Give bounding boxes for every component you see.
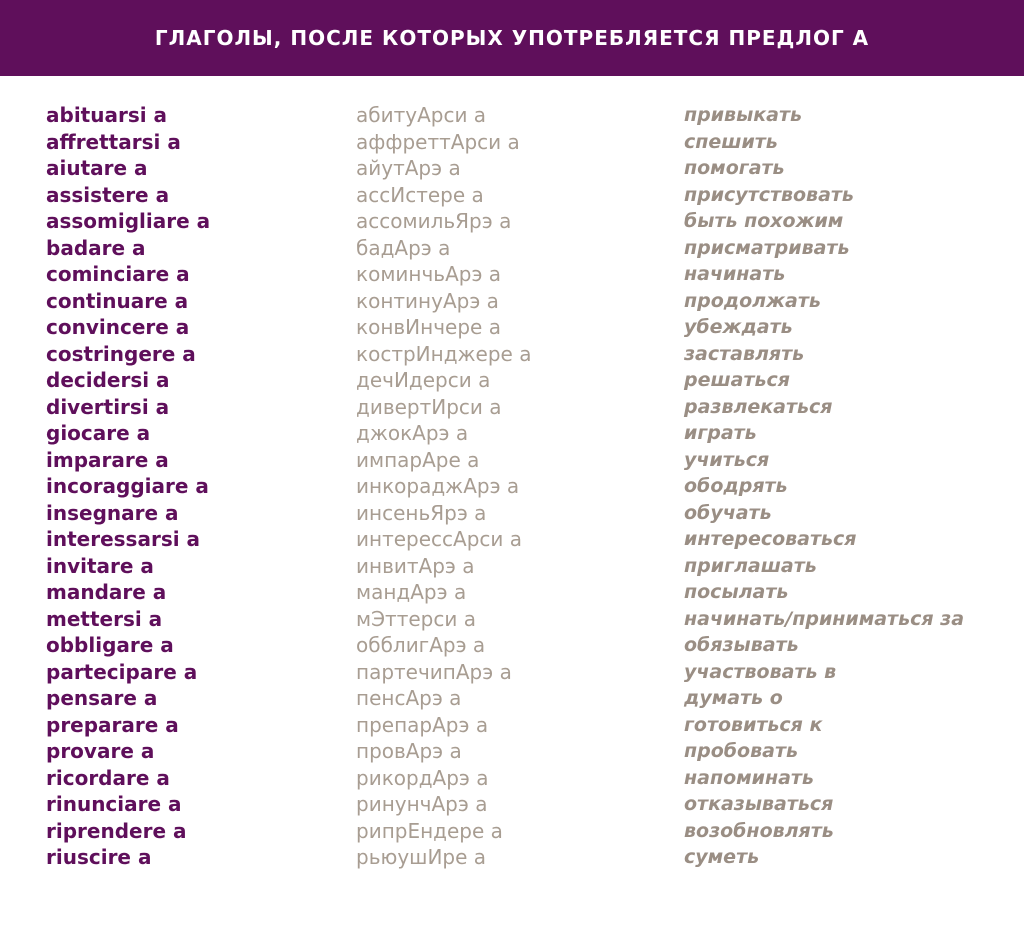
transcription: ассИстере а bbox=[356, 182, 484, 207]
transcription: инвитАрэ а bbox=[356, 553, 475, 578]
italian-verb: convincere a bbox=[46, 315, 190, 339]
russian-translation: продолжать bbox=[684, 289, 821, 312]
russian-translation: развлекаться bbox=[684, 395, 833, 418]
transcription: джокАрэ а bbox=[356, 421, 469, 445]
transcription: дечИдерси а bbox=[356, 368, 491, 392]
italian-verb: affrettarsi a bbox=[46, 129, 181, 154]
transcription: пенсАрэ а bbox=[356, 686, 462, 710]
transcription: кострИнджере а bbox=[356, 341, 532, 366]
russian-translation: играть bbox=[684, 422, 757, 444]
header-banner bbox=[0, 0, 1024, 76]
russian-translation: интересоваться bbox=[684, 528, 857, 550]
transcription: партечипАрэ а bbox=[356, 659, 512, 684]
transcription: интерессАрси а bbox=[356, 527, 523, 551]
transcription: аффреттАрси а bbox=[356, 129, 520, 154]
russian-translation: начинать bbox=[684, 263, 786, 285]
transcription: рьюушИре а bbox=[356, 845, 487, 869]
transcription: абитуАрси а bbox=[356, 103, 487, 127]
russian-translation: убеждать bbox=[684, 316, 793, 338]
russian-translation: ободрять bbox=[684, 475, 788, 497]
russian-translation: обучать bbox=[684, 501, 772, 524]
transcription: препарАрэ а bbox=[356, 712, 489, 737]
italian-verb: riprendere a bbox=[46, 818, 187, 843]
transcription: континуАрэ а bbox=[356, 288, 499, 313]
transcription: айутАрэ а bbox=[356, 156, 461, 180]
italian-verb: insegnare a bbox=[46, 500, 179, 525]
russian-translation: начинать/приниматься за bbox=[684, 607, 965, 630]
italian-verb: incoraggiare a bbox=[46, 474, 209, 498]
transcription: рипрЕндере а bbox=[356, 818, 503, 843]
italian-verb: giocare a bbox=[46, 421, 151, 445]
russian-translation: присматривать bbox=[684, 236, 850, 259]
italian-verb: costringere a bbox=[46, 341, 196, 366]
russian-translation: возобновлять bbox=[684, 819, 834, 842]
page-title: ГЛАГОЛЫ, ПОСЛЕ КОТОРЫХ УПОТРЕБЛЯЕТСЯ ПРЕДЛОГ А bbox=[154, 26, 870, 50]
transcription: бадАрэ а bbox=[356, 235, 451, 260]
italian-verbs-column bbox=[46, 102, 210, 871]
italian-verb: preparare a bbox=[46, 712, 179, 737]
russian-translation: суметь bbox=[684, 846, 760, 868]
russian-translation: посылать bbox=[684, 581, 789, 603]
italian-verb: pensare a bbox=[46, 686, 158, 710]
italian-verb: ricordare a bbox=[46, 765, 170, 790]
russian-translation: готовиться к bbox=[684, 713, 823, 736]
italian-verb: invitare a bbox=[46, 553, 154, 578]
italian-verb: divertirsi a bbox=[46, 394, 170, 419]
transcription: провАрэ а bbox=[356, 739, 462, 763]
transcription: мандАрэ а bbox=[356, 580, 467, 604]
italian-verb: cominciare a bbox=[46, 262, 190, 286]
transcription: инкораджАрэ а bbox=[356, 474, 520, 498]
transcription: ринунчАрэ а bbox=[356, 792, 488, 816]
italian-verb: abituarsi a bbox=[46, 103, 168, 127]
italian-verb: rinunciare a bbox=[46, 792, 182, 816]
italian-verb: provare a bbox=[46, 739, 155, 763]
italian-verb: interessarsi a bbox=[46, 527, 201, 551]
italian-verb: aiutare a bbox=[46, 156, 148, 180]
transcription: конвИнчере а bbox=[356, 315, 501, 339]
russian-translation: привыкать bbox=[684, 104, 802, 126]
russian-translation: напоминать bbox=[684, 766, 814, 789]
transcription: импарАре а bbox=[356, 447, 480, 472]
russian-translation-column bbox=[684, 102, 964, 871]
italian-verb: riuscire a bbox=[46, 845, 152, 869]
russian-translation: решаться bbox=[684, 369, 790, 391]
transcription-column bbox=[356, 102, 531, 871]
transcription: инсеньЯрэ а bbox=[356, 500, 487, 525]
russian-translation: присутствовать bbox=[684, 183, 854, 206]
transcription: дивертИрси а bbox=[356, 394, 502, 419]
italian-verb: badare a bbox=[46, 235, 146, 260]
russian-translation: быть похожим bbox=[684, 210, 844, 232]
russian-translation: приглашать bbox=[684, 554, 817, 577]
transcription: ассомильЯрэ а bbox=[356, 209, 512, 233]
russian-translation: помогать bbox=[684, 157, 785, 179]
russian-translation: думать о bbox=[684, 687, 783, 709]
italian-verb: continuare a bbox=[46, 288, 189, 313]
transcription: рикордАрэ а bbox=[356, 765, 489, 790]
transcription: коминчьАрэ а bbox=[356, 262, 502, 286]
italian-verb: partecipare a bbox=[46, 659, 198, 684]
russian-translation: участвовать в bbox=[684, 660, 837, 683]
italian-verb: assomigliare a bbox=[46, 209, 211, 233]
russian-translation: заставлять bbox=[684, 342, 805, 365]
italian-verb: obbligare a bbox=[46, 633, 174, 657]
russian-translation: пробовать bbox=[684, 740, 798, 762]
transcription: мЭттерси а bbox=[356, 606, 476, 631]
russian-translation: спешить bbox=[684, 130, 778, 153]
italian-verb: decidersi a bbox=[46, 368, 170, 392]
russian-translation: учиться bbox=[684, 448, 770, 471]
russian-translation: обязывать bbox=[684, 634, 799, 656]
transcription: обблигАрэ а bbox=[356, 633, 486, 657]
italian-verb: imparare a bbox=[46, 447, 169, 472]
russian-translation: отказываться bbox=[684, 793, 834, 815]
italian-verb: mandare a bbox=[46, 580, 167, 604]
italian-verb: mettersi a bbox=[46, 606, 163, 631]
italian-verb: assistere a bbox=[46, 182, 170, 207]
